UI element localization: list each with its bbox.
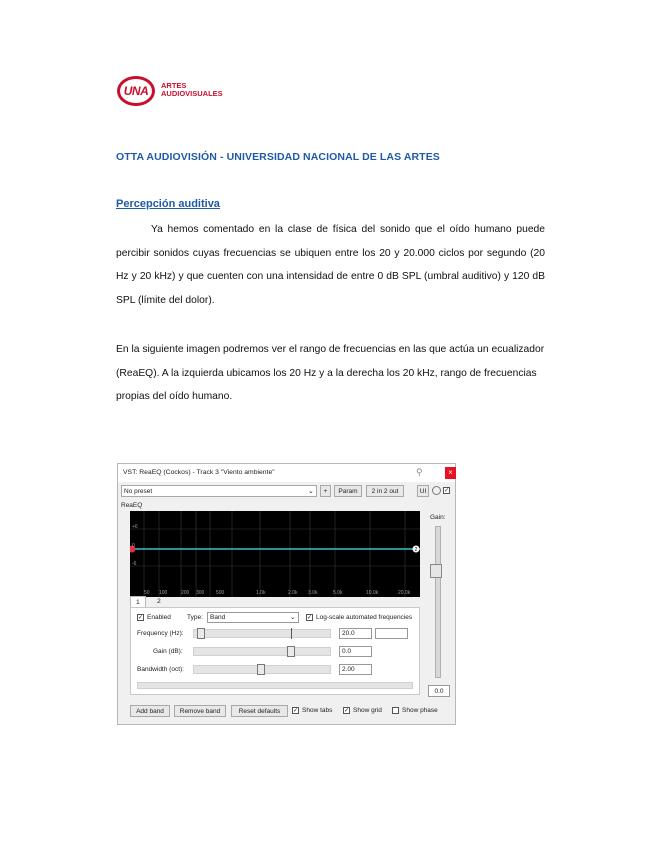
logo-text-audiovisuales: AUDIOVISUALES <box>161 89 223 98</box>
graph-x-label: 1.0k <box>256 590 266 596</box>
chevron-down-icon: ⌄ <box>290 614 296 621</box>
bandwidth-field[interactable]: 2.00 <box>339 664 372 675</box>
graph-x-label: 50 <box>144 590 150 596</box>
logscale-checkbox[interactable]: ✓ <box>307 615 313 621</box>
gain-label: Gain: <box>430 514 446 521</box>
bypass-icon[interactable] <box>432 486 441 495</box>
gain-slider-thumb[interactable] <box>430 564 442 578</box>
graph-x-label: 20.0k <box>398 590 411 596</box>
graph-x-label: 300 <box>196 590 205 596</box>
gain-db-label: Gain (dB): <box>153 648 183 655</box>
ui-button[interactable]: UI <box>417 485 429 497</box>
gain-slider-track[interactable] <box>435 526 441 678</box>
show-tabs-label: Show tabs <box>302 707 333 714</box>
add-preset-button[interactable]: + <box>320 485 331 497</box>
graph-x-label: 5.0k <box>333 590 343 596</box>
eq-band-node-label: 2 <box>414 547 418 553</box>
paragraph-1: Ya hemos comentado en la clase de física del sonido que el oído humano puede percibir sonidos cuyas frecuencias se ubiquen entre los 20 y 20.000 ciclos por segundo (20 Hz y 20 kHz) y que cuenten con una intensidad de entre 0 dB SPL (umbral auditivo) y 120 dB SPL (límite del dolor). <box>116 224 545 306</box>
param-button[interactable]: Param <box>334 485 362 497</box>
frequency-slider-track[interactable] <box>193 629 331 638</box>
frequency-label: Frequency (Hz): <box>137 630 184 637</box>
section-title: Percepción auditiva <box>116 198 220 210</box>
graph-x-label: 2.0k <box>288 590 298 596</box>
gain-value-field[interactable]: 0.0 <box>428 685 450 697</box>
window-title: VST: ReaEQ (Cockos) - Track 3 "Viento ambiente" <box>123 469 275 476</box>
type-label: Type: <box>187 614 203 621</box>
graph-y-label: -6 <box>132 561 137 567</box>
graph-x-label: 3.0k <box>308 590 318 596</box>
tab-band-1[interactable]: 1 <box>130 596 146 609</box>
eq-graph[interactable] <box>130 511 420 597</box>
io-button[interactable]: 2 in 2 out <box>366 485 404 497</box>
show-phase-label: Show phase <box>402 707 438 714</box>
panel-scrollbar[interactable] <box>137 682 413 689</box>
frequency-extra-field[interactable] <box>375 628 408 639</box>
preset-select[interactable] <box>121 485 317 497</box>
show-grid-checkbox[interactable]: ✓ <box>344 708 350 714</box>
logscale-label: Log-scale automated frequencies <box>316 614 413 621</box>
add-band-button[interactable]: Add band <box>130 705 170 717</box>
graph-y-label: +6 <box>132 524 138 530</box>
graph-x-label: 100 <box>159 590 168 596</box>
pin-icon[interactable]: ⚲ <box>416 467 423 477</box>
frequency-slider-tick <box>291 628 292 639</box>
tab-band-2[interactable]: 2 <box>157 598 161 605</box>
enabled-checkbox[interactable]: ✓ <box>138 615 144 621</box>
show-tabs-checkbox[interactable]: ✓ <box>293 708 299 714</box>
graph-x-label: 10.0k <box>366 590 379 596</box>
window-titlebar <box>118 464 455 482</box>
reaeq-window <box>117 463 456 725</box>
chevron-down-icon: ⌄ <box>308 488 314 495</box>
gain-db-slider-thumb[interactable] <box>287 646 295 657</box>
frequency-field[interactable]: 20.0 <box>339 628 372 639</box>
document-header-title: OTTA AUDIOVISIÓN - UNIVERSIDAD NACIONAL DE LAS ARTES <box>116 151 440 163</box>
preset-value: No preset <box>124 488 153 495</box>
type-value: Band <box>210 614 226 621</box>
una-logo-mark: UNA <box>117 76 155 106</box>
bandwidth-label: Bandwidth (oct): <box>137 666 184 673</box>
bandwidth-slider-thumb[interactable] <box>257 664 265 675</box>
enable-checkbox[interactable]: ✓ <box>444 488 450 494</box>
plugin-name: ReaEQ <box>121 502 143 509</box>
graph-y-label: 0 <box>132 543 135 549</box>
remove-band-button[interactable]: Remove band <box>174 705 226 717</box>
frequency-slider-thumb[interactable] <box>197 628 205 639</box>
logo-text-artes: ARTES <box>161 81 187 90</box>
paragraph-2: En la siguiente imagen podremos ver el rango de frecuencias en las que actúa un ecualizador (ReaEQ). A la izquierda ubicamos los 20 Hz y a la derecha los 20 kHz, rango de frecuencias propias del oído humano. <box>116 344 545 402</box>
enabled-label: Enabled <box>147 614 171 621</box>
reset-defaults-button[interactable]: Reset defaults <box>231 705 288 717</box>
type-select[interactable] <box>207 612 299 623</box>
plugin-toolbar <box>121 485 454 499</box>
show-phase-checkbox[interactable] <box>392 707 399 714</box>
gain-db-slider-track[interactable] <box>193 647 331 656</box>
show-grid-label: Show grid <box>353 707 382 714</box>
graph-x-label: 200 <box>181 590 190 596</box>
gain-db-field[interactable]: 0.0 <box>339 646 372 657</box>
band-panel <box>130 607 420 695</box>
una-logo <box>117 76 227 110</box>
close-icon[interactable]: × <box>445 467 456 479</box>
graph-x-label: 500 <box>216 590 225 596</box>
